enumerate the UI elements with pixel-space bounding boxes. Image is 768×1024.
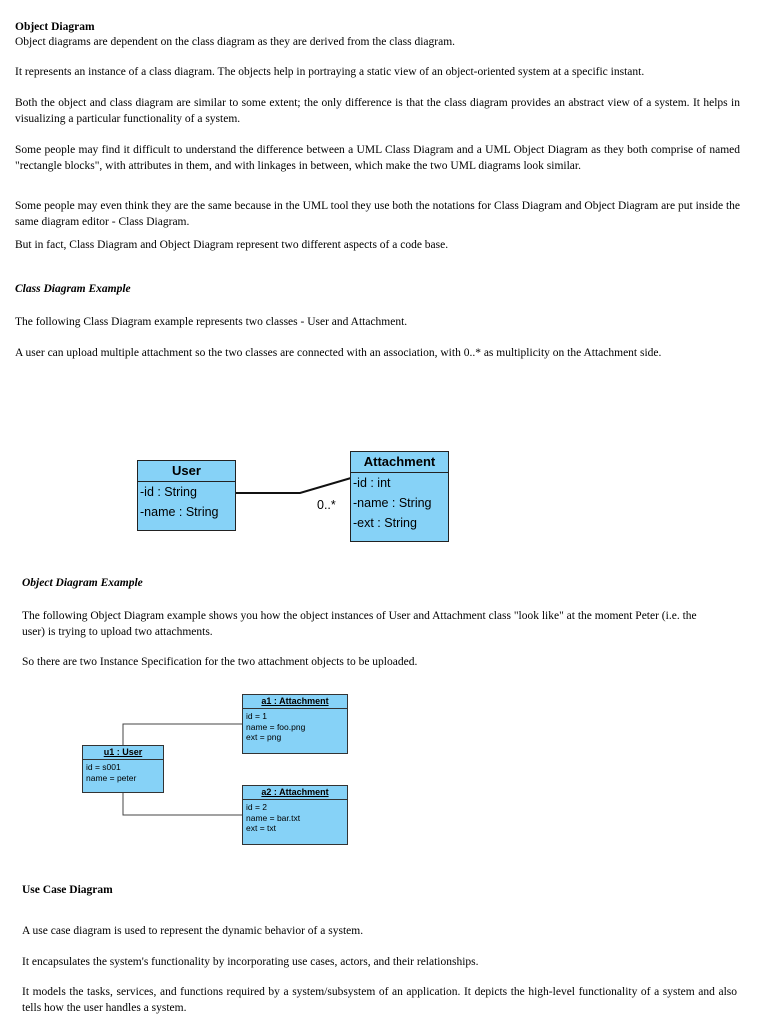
paragraph: The following Object Diagram example shows you how the object instances of User and Attachment class "look like" at the moment Peter (i.e. the user) is trying to upload two attachments. — [22, 610, 697, 638]
object-box-u1 — [82, 745, 164, 793]
link-u1-a1 — [123, 724, 242, 745]
object-box-a1 — [242, 694, 348, 754]
paragraph: It models the tasks, services, and functions required by a system/subsystem of an application. It depicts the high-level functionality of a system and also tells how the user handles a system. — [22, 986, 737, 1014]
paragraph: Object diagrams are dependent on the class diagram as they are derived from the class diagram. — [15, 36, 456, 48]
multiplicity-label: 0..* — [317, 498, 336, 512]
section-heading-object-diagram: Object Diagram — [15, 21, 95, 33]
class-attribute: -ext : String — [353, 516, 417, 530]
paragraph: But in fact, Class Diagram and Object Diagram represent two different aspects of a code base. — [15, 239, 449, 251]
object-name: a2 : Attachment — [243, 786, 347, 800]
class-name: User — [138, 461, 235, 482]
paragraph: Some people may find it difficult to understand the difference between a UML Class Diagram and a UML Object Diagram as they both comprise of named "rectangle blocks", with attributes in them, and with linkages in between, which make the two UML diagrams look similar. — [15, 144, 740, 172]
section-heading-class-example: Class Diagram Example — [15, 283, 131, 295]
object-name: u1 : User — [83, 746, 163, 760]
class-attribute: -name : String — [140, 505, 219, 519]
paragraph: So there are two Instance Specification for the two attachment objects to be uploaded. — [22, 656, 418, 668]
paragraph: Both the object and class diagram are similar to some extent; the only difference is that the class diagram provides an abstract view of a system. It helps in visualizing a particular functionality of a system. — [15, 97, 740, 125]
paragraph: A use case diagram is used to represent the dynamic behavior of a system. — [22, 925, 364, 937]
object-slot: name = peter — [86, 772, 137, 783]
paragraph: It represents an instance of a class diagram. The objects help in portraying a static view of an object-oriented system at a specific instant. — [15, 66, 645, 78]
class-attribute: -id : int — [353, 476, 391, 490]
paragraph: A user can upload multiple attachment so the two classes are connected with an association, with 0..* as multiplicity on the Attachment side. — [15, 347, 662, 359]
object-slot: ext = txt — [246, 823, 276, 833]
object-slot: name = foo.png — [246, 721, 306, 732]
paragraph: Some people may even think they are the same because in the UML tool they use both the notations for Class Diagram and Object Diagram are put inside the same diagram editor - Class Diagram. — [15, 200, 740, 228]
class-attribute: -id : String — [140, 485, 197, 499]
paragraph: The following Class Diagram example represents two classes - User and Attachment. — [15, 316, 408, 328]
object-slot: id = s001 — [86, 762, 121, 772]
section-heading-object-example: Object Diagram Example — [22, 577, 143, 589]
object-slot: id = 2 — [246, 802, 268, 812]
link-u1-a2 — [123, 792, 242, 815]
object-slot: id = 1 — [246, 711, 268, 721]
object-slot: name = bar.txt — [246, 812, 301, 823]
class-attribute: -name : String — [353, 496, 432, 510]
class-name: Attachment — [351, 452, 448, 473]
section-heading-use-case: Use Case Diagram — [22, 884, 113, 896]
object-slot: ext = png — [246, 732, 282, 742]
object-box-a2 — [242, 785, 348, 845]
object-name: a1 : Attachment — [243, 695, 347, 709]
paragraph: It encapsulates the system's functionality by incorporating use cases, actors, and their relationships. — [22, 956, 479, 968]
